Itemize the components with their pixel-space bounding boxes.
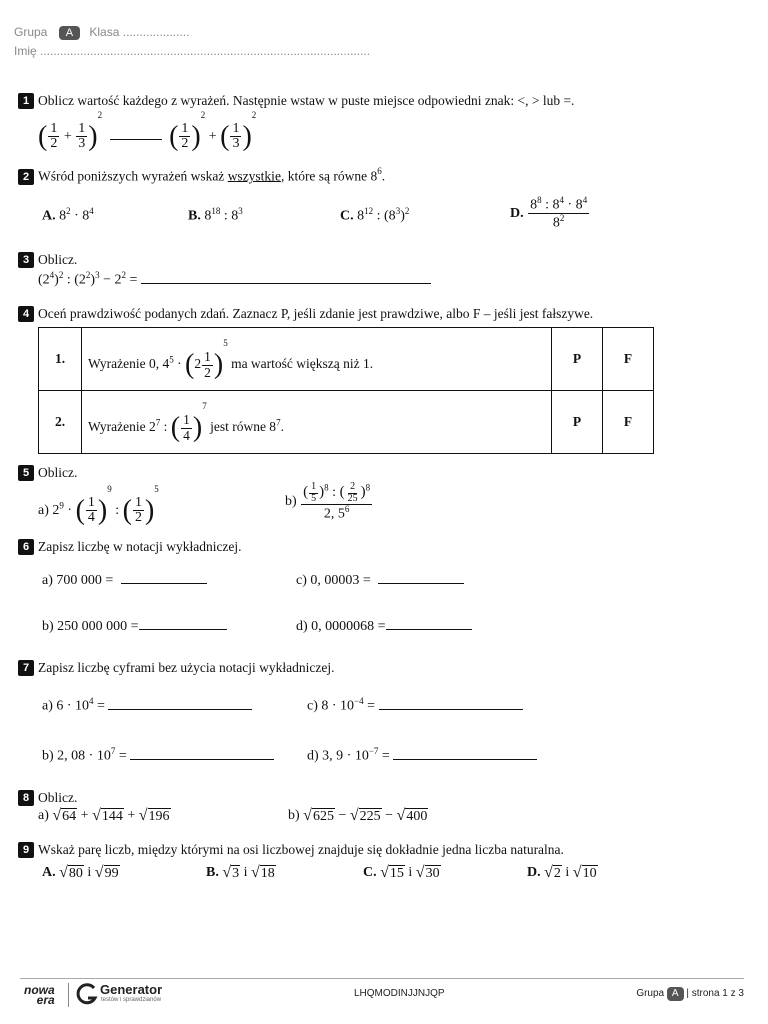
question-number: 9 bbox=[18, 842, 34, 858]
question-5: 5 Oblicz. bbox=[18, 464, 77, 482]
header-grupa: Grupa A Klasa .................... bbox=[14, 25, 190, 39]
page-indicator: Grupa A | strona 1 z 3 bbox=[636, 988, 744, 999]
option-c[interactable]: C. $8^{12}$ : $(8^3)^2$ bbox=[340, 206, 410, 224]
question-6: 6 Zapisz liczbę w notacji wykładniczej. bbox=[18, 538, 242, 556]
q7-a: a) $6 \cdot 10^4$ = bbox=[42, 696, 252, 715]
nowa-era-logo: nowa era bbox=[24, 983, 55, 1007]
question-1 bbox=[18, 92, 574, 110]
option-a[interactable]: A. $8^2 \cdot 8^4$ bbox=[42, 206, 94, 224]
option-d[interactable]: D. $\frac{8^8 : 8^4 \cdot 8^4}{8^2}$ bbox=[510, 195, 588, 231]
q3-expression: $(2^4)^2$ : $(2^2)^3 - 2^2$ = bbox=[38, 270, 431, 289]
q7-d: d) 3, $9 \cdot 10^{-7}$ = bbox=[307, 746, 537, 765]
false-option[interactable]: F bbox=[603, 328, 654, 391]
generator-subtitle: testów i sprawdzianów bbox=[101, 997, 162, 1003]
question-4: 4 Oceń prawdziwość podanych zdań. Zaznacz P, jeśli zdanie jest prawdziwe, albo F – jeśli jest fałszywe. bbox=[18, 305, 593, 323]
question-8: 8 Oblicz. bbox=[18, 789, 77, 807]
option-c[interactable]: C. √ 15 i √ 30 bbox=[363, 864, 440, 881]
question-text: Oblicz wartość każdego z wyrażeń. Następnie wstaw w puste miejsce odpowiedni znak: <, > lub =. bbox=[38, 93, 575, 108]
option-b[interactable]: B. √ 3 i √ 18 bbox=[206, 864, 275, 881]
answer-blank[interactable] bbox=[379, 708, 523, 710]
question-number: 4 bbox=[18, 306, 34, 322]
question-number: 8 bbox=[18, 790, 34, 806]
false-option[interactable]: F bbox=[603, 391, 654, 454]
question-7: 7 Zapisz liczbę cyframi bez użycia notacji wykładniczej. bbox=[18, 659, 334, 677]
table-row: 1. Wyrażenie 0, $4^5 \cdot (2$ $\frac{1}{2}$ )$^5$ ma wartość większą niż 1. P F bbox=[39, 328, 654, 391]
question-number: 5 bbox=[18, 465, 34, 481]
question-number: 2 bbox=[18, 169, 34, 185]
q5-b: b) ( $\frac{1}{5}$ )$^8$ : ( $\frac{2}{25}$ )$^8$ 2, $5^6$ bbox=[285, 481, 371, 522]
answer-blank[interactable] bbox=[393, 758, 537, 760]
true-option[interactable]: P bbox=[552, 391, 603, 454]
footer bbox=[20, 978, 744, 1019]
answer-blank[interactable] bbox=[378, 582, 464, 584]
q7-b: b) 2, $08 \cdot 10^7$ = bbox=[42, 746, 274, 765]
table-row: 2. Wyrażenie $2^7$ : ( $\frac{1}{4}$ )$^7$ jest równe $8^7$. P F bbox=[39, 391, 654, 454]
q6-c: c) 0, 00003 = bbox=[296, 573, 464, 589]
question-3: 3 Oblicz. bbox=[18, 251, 77, 269]
answer-blank[interactable] bbox=[130, 758, 274, 760]
q7-c: c) $8 \cdot 10^{-4}$ = bbox=[307, 696, 523, 715]
answer-blank[interactable] bbox=[386, 628, 472, 630]
option-d[interactable]: D. √ 2 i √ 10 bbox=[527, 864, 597, 881]
question-9: 9 Wskaż parę liczb, między którymi na osi liczbowej znajduje się dokładnie jedna liczba naturalna. bbox=[18, 841, 564, 859]
generator-title: Generator bbox=[100, 982, 163, 997]
q6-b: b) 250 000 000 = bbox=[42, 619, 227, 635]
answer-blank[interactable] bbox=[108, 708, 252, 710]
q5-a: a) $2^9$ · ( $\frac{1}{4}$ )$^9$ : ( $\frac{1}{2}$ )$^5$ bbox=[38, 484, 159, 526]
q8-b: b) √ 625 − √ 225 − √ 400 bbox=[288, 807, 428, 824]
header-imie: Imię ................................................................................................... bbox=[14, 44, 371, 58]
q6-a: a) 700 000 = bbox=[42, 573, 207, 589]
generator-logo bbox=[76, 982, 98, 1011]
question-number: 6 bbox=[18, 539, 34, 555]
option-a[interactable]: A. √ 80 i √ 99 bbox=[42, 864, 119, 881]
q1-expression: ( $\frac{1}{2}$ + $\frac{1}{3}$ )$^2$ ( $\frac{1}{2}$ )$^2$ + ( $\frac{1}{3}$ )$^2$ bbox=[38, 110, 257, 152]
question-number: 7 bbox=[18, 660, 34, 676]
true-option[interactable]: P bbox=[552, 328, 603, 391]
generator-icon bbox=[76, 982, 98, 1006]
q8-a: a) √ 64 + √ 144 + √ 196 bbox=[38, 807, 170, 824]
answer-blank[interactable] bbox=[121, 582, 207, 584]
document-code: LHQMODINJJNJQP bbox=[354, 988, 445, 999]
answer-blank[interactable] bbox=[139, 628, 227, 630]
question-number: 3 bbox=[18, 252, 34, 268]
question-number: 1 bbox=[18, 93, 34, 109]
grupa-badge: A bbox=[59, 26, 80, 40]
true-false-table bbox=[38, 327, 654, 454]
q6-d: d) 0, 0000068 = bbox=[296, 619, 472, 635]
option-b[interactable]: B. $8^{18}$ : $8^3$ bbox=[188, 206, 243, 224]
question-2: 2 Wśród poniższych wyrażeń wskaż wszystkie, które są równe $8^6$. bbox=[18, 166, 385, 185]
